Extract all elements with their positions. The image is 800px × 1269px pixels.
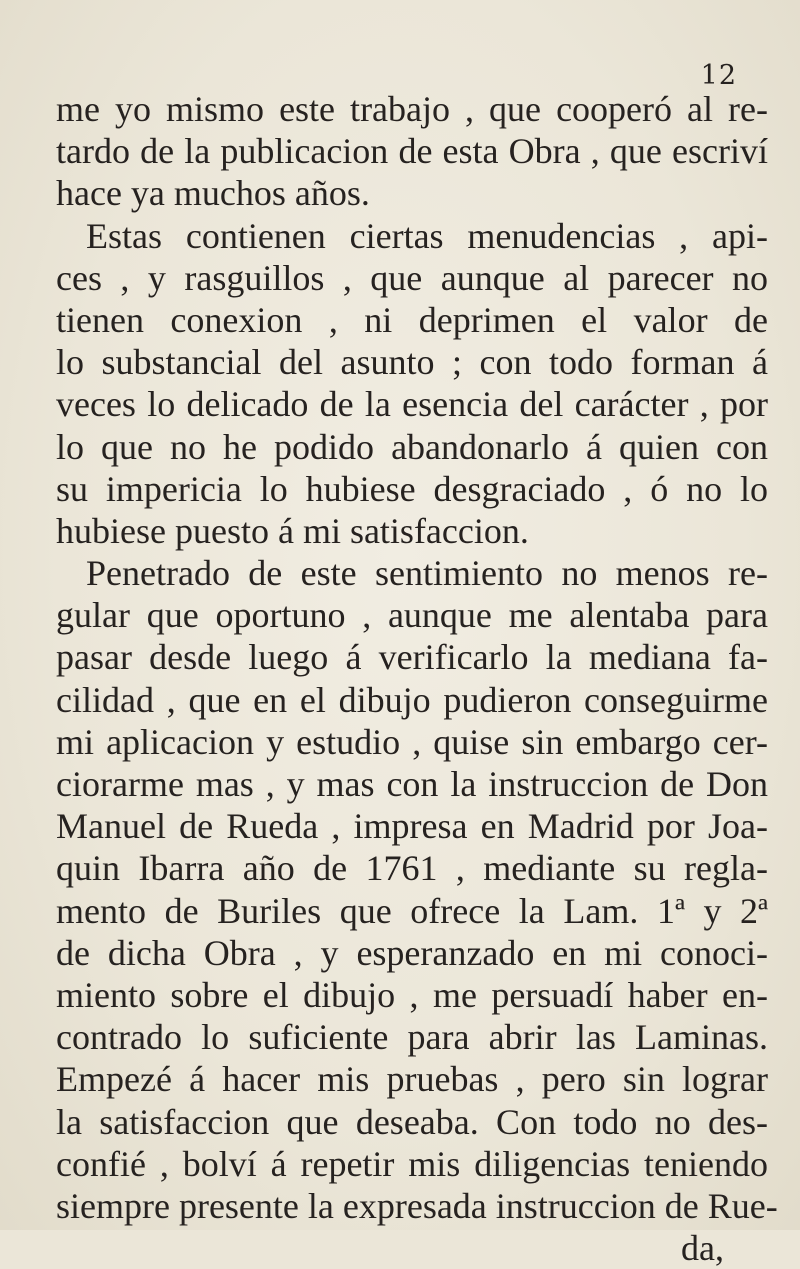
text-line: mento de Buriles que ofrece la Lam. 1ª y 2ª bbox=[56, 890, 768, 931]
text-line: hace ya muchos años. bbox=[56, 173, 370, 214]
text-line: Estas contienen ciertas menudencias , api- bbox=[86, 215, 768, 256]
text-line: su impericia lo hubiese desgraciado , ó no lo bbox=[56, 468, 768, 509]
text-line: ces , y rasguillos , que aunque al parecer no bbox=[56, 257, 768, 298]
text-line: gular que oportuno , aunque me alentaba para bbox=[56, 595, 768, 636]
text-line: me yo mismo este trabajo , que cooperó al re- bbox=[56, 89, 768, 129]
text-line: quin Ibarra año de 1761 , mediante su regla- bbox=[56, 848, 768, 889]
text-line: ciorarme mas , y mas con la instruccion de Don bbox=[56, 764, 768, 804]
text-line: veces lo delicado de la esencia del carácter , por bbox=[56, 384, 768, 425]
text-line: tardo de la publicacion de esta Obra , que escriví bbox=[56, 131, 768, 172]
text-line: Empezé á hacer mis pruebas , pero sin lograr bbox=[56, 1059, 768, 1100]
text-line: tienen conexion , ni deprimen el valor de bbox=[56, 299, 768, 340]
text-line: miento sobre el dibujo , me persuadí haber en- bbox=[56, 974, 768, 1015]
text-line: la satisfaccion que deseaba. Con todo no des- bbox=[56, 1101, 768, 1142]
text-line: Manuel de Rueda , impresa en Madrid por Joa- bbox=[56, 806, 768, 847]
text-line: hubiese puesto á mi satisfaccion. bbox=[56, 510, 529, 551]
text-line: pasar desde luego á verificarlo la mediana fa- bbox=[56, 637, 768, 678]
text-line: contrado lo suficiente para abrir las Laminas. bbox=[56, 1017, 768, 1058]
text-line: lo que no he podido abandonarlo á quien con bbox=[56, 426, 768, 467]
text-line: siempre presente la expresada instruccion de Rue- bbox=[56, 1185, 778, 1226]
page-number: 12 bbox=[700, 60, 737, 91]
text-line: confié , bolví á repetir mis diligencias teniendo bbox=[56, 1143, 768, 1184]
text-line: Penetrado de este sentimiento no menos re- bbox=[86, 553, 768, 594]
catchword: da, bbox=[681, 1228, 724, 1269]
text-line: mi aplicacion y estudio , quise sin embargo cer- bbox=[56, 721, 768, 762]
text-line: de dicha Obra , y esperanzado en mi conoci- bbox=[56, 932, 768, 973]
text-line: lo substancial del asunto ; con todo forman á bbox=[56, 342, 768, 383]
body-text bbox=[56, 88, 778, 1269]
text-line: cilidad , que en el dibujo pudieron conseguirme bbox=[56, 679, 768, 720]
